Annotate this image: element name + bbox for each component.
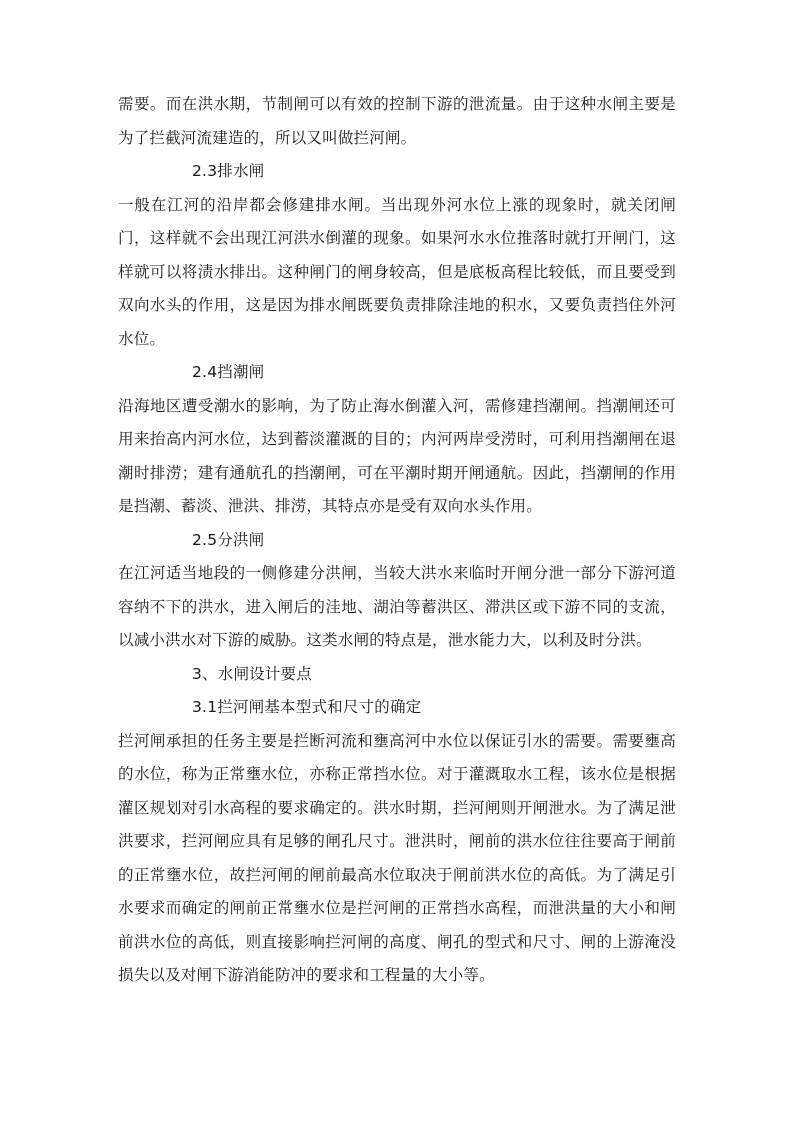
document-body — [118, 88, 676, 993]
section-heading-3: 3、水闸设计要点 — [192, 664, 312, 683]
paragraph-check-gate-end: 需要。而在洪水期，节制闸可以有效的控制下游的泄流量。由于这种水闸主要是为了拦截河流建造的，所以又叫做拦河闸。 — [118, 95, 676, 147]
paragraph-drainage-gate: 一般在江河的沿岸都会修建排水闸。当出现外河水位上涨的现象时，就关闭闸门，这样就不会出现江河洪水倒灌的现象。如果河水水位推落时就打开闸门，这样就可以将渍水排出。这种闸门的闸身较高，但是底板高程比较低，而且要受到双向水头的作用，这是因为排水闸既要负责排除洼地的积水，又要负责挡住外河水位。 — [118, 195, 676, 348]
section-heading-2-4: 2.4挡潮闸 — [192, 363, 265, 381]
paragraph-tide-gate: 沿海地区遭受潮水的影响，为了防止海水倒灌入河，需修建挡潮闸。挡潮闸还可用来抬高内河水位，达到蓄淡灌溉的目的；内河两岸受涝时，可利用挡潮闸在退潮时排涝；建有通航孔的挡潮闸，可在平潮时期开闸通航。因此，挡潮闸的作用是挡潮、蓄淡、泄洪、排涝，其特点亦是受有双向水头作用。 — [118, 396, 676, 515]
paragraph-flood-diversion-gate: 在江河适当地段的一侧修建分洪闸，当较大洪水来临时开闸分泄一部分下游河道容纳不下的洪水，进入闸后的洼地、湖泊等蓄洪区、滞洪区或下游不同的支流，以减小洪水对下游的威胁。这类水闸的特点是，泄水能力大，以利及时分洪。 — [118, 564, 676, 649]
paragraph-barrage-design: 拦河闸承担的任务主要是拦断河流和壅高河中水位以保证引水的需要。需要壅高的水位，称为正常壅水位，亦称正常挡水位。对于灌溉取水工程，该水位是根据灌区规划对引水高程的要求确定的。洪水时期，拦河闸则开闸泄水。为了满足泄洪要求，拦河闸应具有足够的闸孔尺寸。泄洪时，闸前的洪水位往往要高于闸前的正常壅水位，故拦河闸的闸前最高水位取决于闸前洪水位的高低。为了满足引水要求而确定的闸前正常壅水位是拦河闸的正常挡水高程，而泄洪量的大小和闸前洪水位的高低，则直接影响拦河闸的高度、闸孔的型式和尺寸、闸的上游淹没损失以及对闸下游消能防冲的要求和工程量的大小等。 — [118, 731, 676, 984]
section-heading-2-3: 2.3排水闸 — [192, 162, 265, 180]
section-heading-3-1: 3.1拦河闸基本型式和尺寸的确定 — [192, 698, 422, 716]
section-heading-2-5: 2.5分洪闸 — [192, 530, 265, 549]
